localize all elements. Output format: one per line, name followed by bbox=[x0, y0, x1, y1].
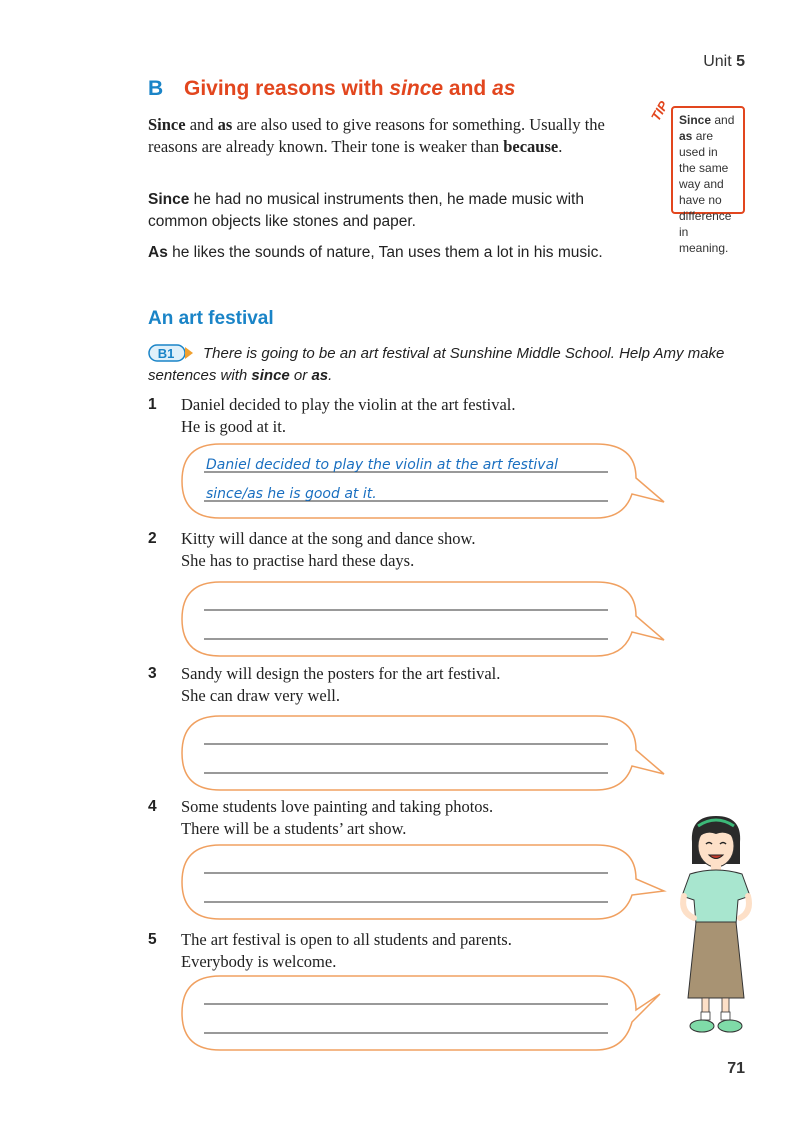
question-number: 4 bbox=[148, 798, 157, 815]
question-text: The art festival is open to all students and parents. Everybody is welcome. bbox=[181, 930, 512, 971]
question-number: 5 bbox=[148, 931, 157, 948]
handwritten-answer: since/as he is good at it. bbox=[206, 486, 377, 502]
tip-label: TIP bbox=[648, 98, 672, 124]
tip-box: Since and as are used in the same way and have no difference in meaning. bbox=[671, 106, 745, 214]
intro-paragraph: Since and as are also used to give reasons for something. Usually the reasons are already known. Their tone is weaker than because. bbox=[148, 115, 605, 156]
question-number: 1 bbox=[148, 396, 157, 413]
section-title: Giving reasons with since and as bbox=[184, 77, 516, 100]
question-text: Some students love painting and taking photos. There will be a students’ art show. bbox=[181, 797, 494, 838]
question-text: Daniel decided to play the violin at the art festival. He is good at it. bbox=[181, 395, 516, 436]
answer-bubble bbox=[180, 442, 670, 522]
section-letter: B bbox=[148, 77, 164, 100]
answer-bubble bbox=[180, 974, 670, 1054]
subheading: An art festival bbox=[148, 308, 274, 329]
answer-bubble bbox=[180, 580, 670, 660]
page-number: 71 bbox=[727, 1060, 745, 1077]
amy-illustration bbox=[672, 812, 762, 1042]
answer-bubble bbox=[180, 714, 670, 794]
question-text: Kitty will dance at the song and dance show. She has to practise hard these days. bbox=[181, 529, 476, 570]
badge-text: B1 bbox=[157, 346, 175, 361]
handwritten-answer: Daniel decided to play the violin at the art festival bbox=[206, 457, 559, 473]
exercise-instruction: There is going to be an art festival at Sunshine Middle School. Help Amy make sentences with since or as. bbox=[148, 345, 725, 384]
unit-label: Unit 5 bbox=[703, 53, 745, 70]
question-text: Sandy will design the posters for the art festival. She can draw very well. bbox=[181, 664, 501, 705]
question-number: 3 bbox=[148, 665, 157, 682]
answer-bubble bbox=[180, 843, 670, 923]
example-sentence: As he likes the sounds of nature, Tan uses them a lot in his music. bbox=[148, 244, 603, 261]
example-sentence: Since he had no musical instruments then, he made music with common objects like stones and paper. bbox=[148, 191, 584, 230]
question-number: 2 bbox=[148, 530, 157, 547]
